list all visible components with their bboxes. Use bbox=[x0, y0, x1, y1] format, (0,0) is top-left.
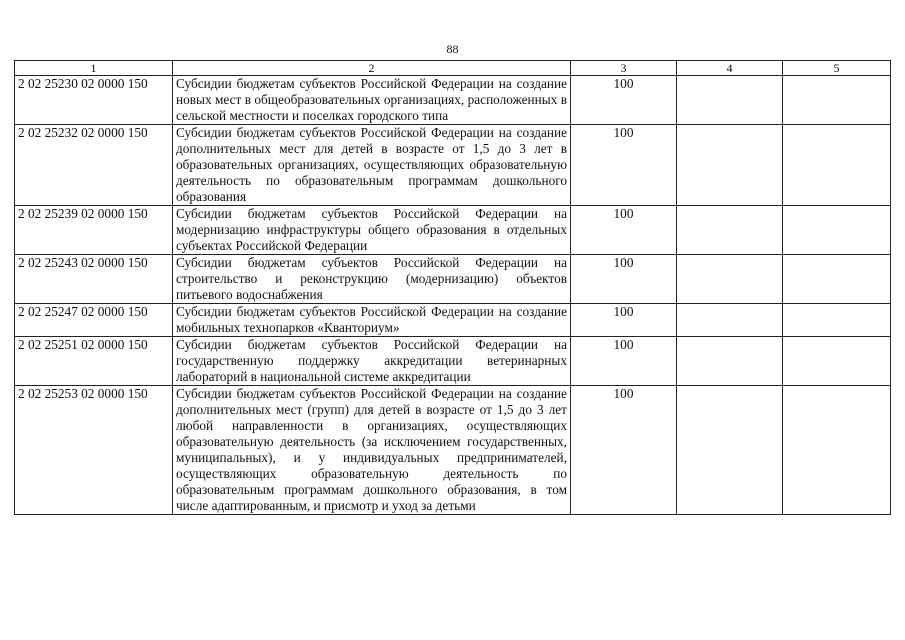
column-5-cell bbox=[783, 206, 891, 255]
column-5-cell bbox=[783, 304, 891, 337]
table-row bbox=[15, 386, 891, 515]
column-4-cell bbox=[677, 304, 783, 337]
budget-code: 2 02 25253 02 0000 150 bbox=[15, 386, 173, 515]
table-header-row bbox=[15, 61, 891, 76]
budget-amount: 100 bbox=[571, 386, 677, 515]
budget-code: 2 02 25239 02 0000 150 bbox=[15, 206, 173, 255]
table-row bbox=[15, 125, 891, 206]
budget-code: 2 02 25230 02 0000 150 bbox=[15, 76, 173, 125]
table-row bbox=[15, 255, 891, 304]
page-number: 88 bbox=[446, 42, 459, 56]
column-4-cell bbox=[677, 386, 783, 515]
column-header-1: 1 bbox=[15, 61, 173, 76]
budget-amount: 100 bbox=[571, 206, 677, 255]
budget-table bbox=[14, 60, 891, 515]
budget-amount: 100 bbox=[571, 125, 677, 206]
budget-amount: 100 bbox=[571, 304, 677, 337]
column-4-cell bbox=[677, 255, 783, 304]
budget-amount: 100 bbox=[571, 76, 677, 125]
budget-description: Субсидии бюджетам субъектов Российской Федерации на создание мобильных технопарков «Кванториум» bbox=[173, 304, 571, 337]
budget-description: Субсидии бюджетам субъектов Российской Федерации на создание дополнительных мест для детей в возрасте от 1,5 до 3 лет в образовательных организациях, осуществляющих образовательную деятельность по образовательным программам дошкольного образования bbox=[173, 125, 571, 206]
column-header-2: 2 bbox=[173, 61, 571, 76]
budget-amount: 100 bbox=[571, 255, 677, 304]
column-header-5: 5 bbox=[783, 61, 891, 76]
budget-code: 2 02 25251 02 0000 150 bbox=[15, 337, 173, 386]
column-4-cell bbox=[677, 125, 783, 206]
table-row bbox=[15, 304, 891, 337]
budget-amount: 100 bbox=[571, 337, 677, 386]
table-row bbox=[15, 337, 891, 386]
budget-code: 2 02 25243 02 0000 150 bbox=[15, 255, 173, 304]
table-row bbox=[15, 206, 891, 255]
column-5-cell bbox=[783, 337, 891, 386]
column-4-cell bbox=[677, 76, 783, 125]
column-5-cell bbox=[783, 76, 891, 125]
budget-description: Субсидии бюджетам субъектов Российской Федерации на строительство и реконструкцию (модернизацию) объектов питьевого водоснабжения bbox=[173, 255, 571, 304]
column-header-3: 3 bbox=[571, 61, 677, 76]
table-row bbox=[15, 76, 891, 125]
column-5-cell bbox=[783, 255, 891, 304]
budget-description: Субсидии бюджетам субъектов Российской Федерации на создание новых мест в общеобразовательных организациях, расположенных в сельской местности и поселках городского типа bbox=[173, 76, 571, 125]
column-header-4: 4 bbox=[677, 61, 783, 76]
column-4-cell bbox=[677, 337, 783, 386]
budget-description: Субсидии бюджетам субъектов Российской Федерации на создание дополнительных мест (групп) для детей в возрасте от 1,5 до 3 лет любой направленности в организациях, осуществляющих образовательную деятельность (за исключением государственных, муниципальных), и у индивидуальных предпринимателей, осуществляющих образовательную деятельность по образовательным программам дошкольного образования, в том числе адаптированным, и присмотр и уход за детьми bbox=[173, 386, 571, 515]
budget-description: Субсидии бюджетам субъектов Российской Федерации на модернизацию инфраструктуры общего образования в отдельных субъектах Российской Федерации bbox=[173, 206, 571, 255]
column-5-cell bbox=[783, 386, 891, 515]
column-5-cell bbox=[783, 125, 891, 206]
column-4-cell bbox=[677, 206, 783, 255]
budget-description: Субсидии бюджетам субъектов Российской Федерации на государственную поддержку аккредитации ветеринарных лабораторий в национальной системе аккредитации bbox=[173, 337, 571, 386]
budget-code: 2 02 25247 02 0000 150 bbox=[15, 304, 173, 337]
budget-code: 2 02 25232 02 0000 150 bbox=[15, 125, 173, 206]
